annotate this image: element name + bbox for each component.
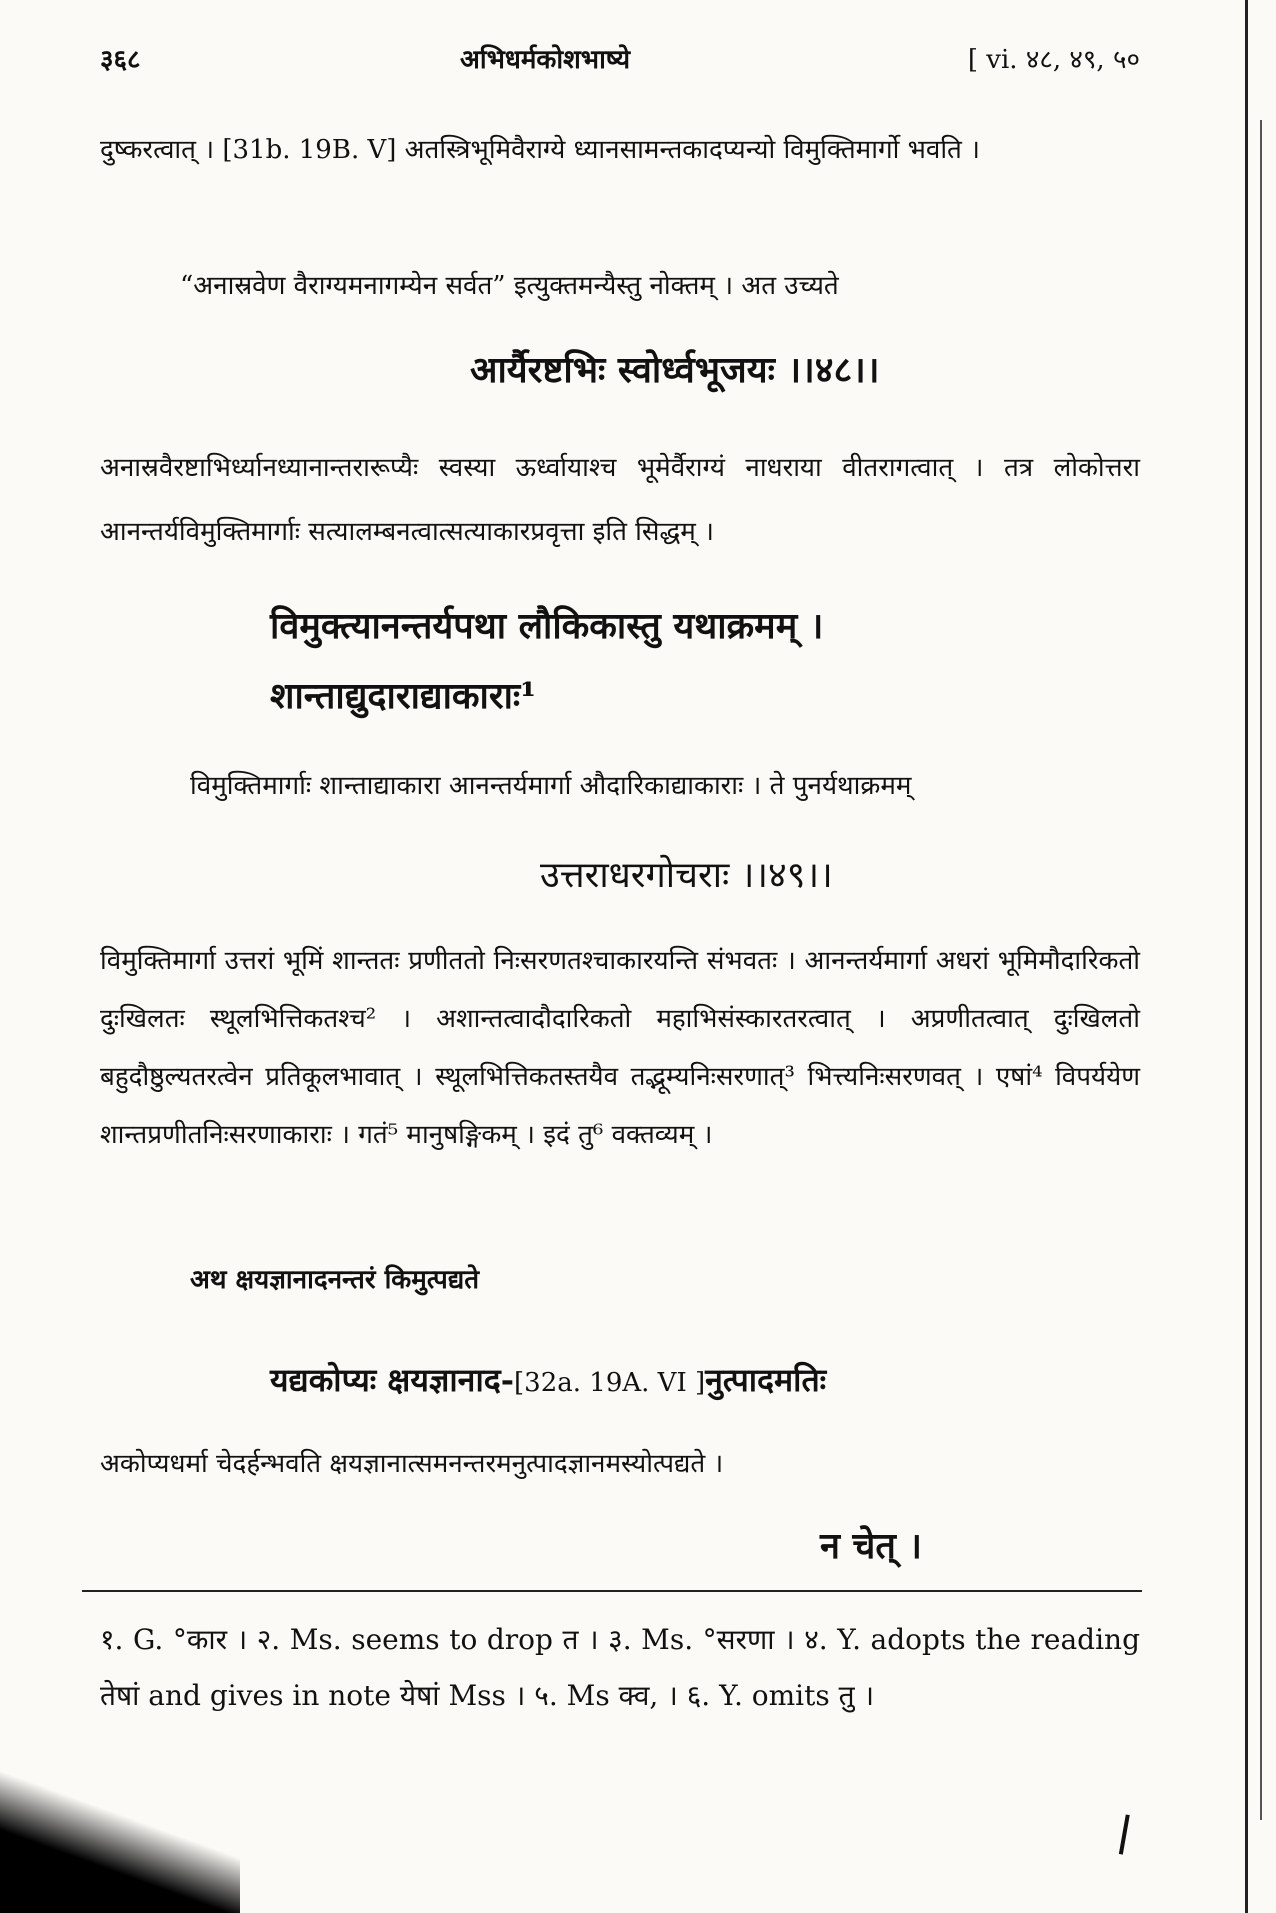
verse-50-text-a: यद्यकोप्यः क्षयज्ञानाद-: [270, 1361, 515, 1399]
paragraph-3: अनास्रवैरष्टाभिर्ध्यानध्यानान्तरारूप्यैः स्वस्या ऊर्ध्वायाश्च भूमेर्वैराग्यं नाधराया वीतरागत्वात् । तत्र लोकोत्तरा आनन्तर्यविमुक्तिमार्गाः सत्यालम्बनत्वात्सत्याकारप्रवृत्ता इति सिद्धम् ।: [100, 453, 1140, 547]
page-binding-edge: [1245, 0, 1248, 1913]
page-number: ३६८: [100, 45, 141, 75]
footnotes: १. G. °कार । २. Ms. seems to drop त । ३. Ms. °सरणा । ४. Y. adopts the reading तेषां and gives in note येषां Mss । ५. Ms क्व, । ६. Y. omits तु ।: [100, 1623, 1140, 1712]
verse-49-line-2: शान्ताद्युदाराद्याकाराः¹: [270, 675, 536, 717]
paragraph-7: अकोप्यधर्मा चेदर्हन्भवति क्षयज्ञानात्समनन्तरमनुत्पादज्ञानमस्योत्पद्यते ।: [100, 1449, 724, 1479]
verse-48: आर्यैरष्टभिः स्वोर्ध्वभूजयः ।।४८।।: [470, 349, 880, 391]
running-header: [100, 40, 1140, 80]
verse-49-line-1: विमुक्त्यानन्तर्यपथा लौकिकास्तु यथाक्रमम् ।: [270, 605, 824, 647]
verse-50-line-1: [100, 1350, 1140, 1413]
verse-50-text-b: नुत्पादमतिः: [705, 1361, 827, 1399]
verse-50-folio-ref: [32a. 19A. VI ]: [514, 1368, 706, 1398]
paragraph-1: दुष्करत्वात् । [31b. 19B. V] अतस्त्रिभूमिवैराग्ये ध्यानसामन्तकादप्यन्यो विमुक्तिमार्गो भवति ।: [100, 135, 980, 165]
verse-50-line-2: न चेत् ।: [820, 1525, 923, 1567]
page-binding-edge-inner: [1260, 120, 1262, 1820]
paragraph-6: अथ क्षयज्ञानादनन्तरं किमुत्पद्यते: [190, 1265, 480, 1295]
margin-mark: [1119, 1814, 1169, 1861]
footnote-separator: [82, 1590, 1142, 1592]
section-reference: [ vi. ४८, ४९, ५०: [967, 45, 1140, 75]
verse-49-line-3: उत्तराधरगोचराः ।।४९।।: [540, 855, 833, 896]
paragraph-4: विमुक्तिमार्गाः शान्ताद्याकारा आनन्तर्यमार्गा औदारिकाद्याकाराः । ते पुनर्यथाक्रमम्: [190, 771, 912, 801]
running-title: अभिधर्मकोशभाष्ये: [460, 45, 631, 75]
paragraph-5: विमुक्तिमार्गा उत्तरां भूमिं शान्ततः प्रणीततो निःसरणतश्चाकारयन्ति संभवतः । आनन्तर्यमार्गा अधरां भूमिमौदारिकतो दुःखिलतः स्थूलभित्तिकतश्च² । अशान्तत्वादौदारिकतो महाभिसंस्कारतरत्वात् । अप्रणीतत्वात् दुःखिलतो बहुदौष्ठुल्यतरत्वेन प्रतिकूलभावात् । स्थूलभित्तिकतस्तयैव तद्भूम्यनिःसरणात्³ भित्त्यनिःसरणवत् । एषां⁴ विपर्ययेण शान्तप्रणीतनिःसरणाकाराः । गतं⁵ मानुषङ्गिकम् । इदं तु⁶ वक्तव्यम् ।: [100, 946, 1140, 1150]
scan-shadow: [0, 1763, 240, 1913]
paragraph-2: “अनास्रवेण वैराग्यमनागम्येन सर्वत” इत्युक्तमन्यैस्तु नोक्तम् । अत उच्यते: [180, 271, 839, 301]
